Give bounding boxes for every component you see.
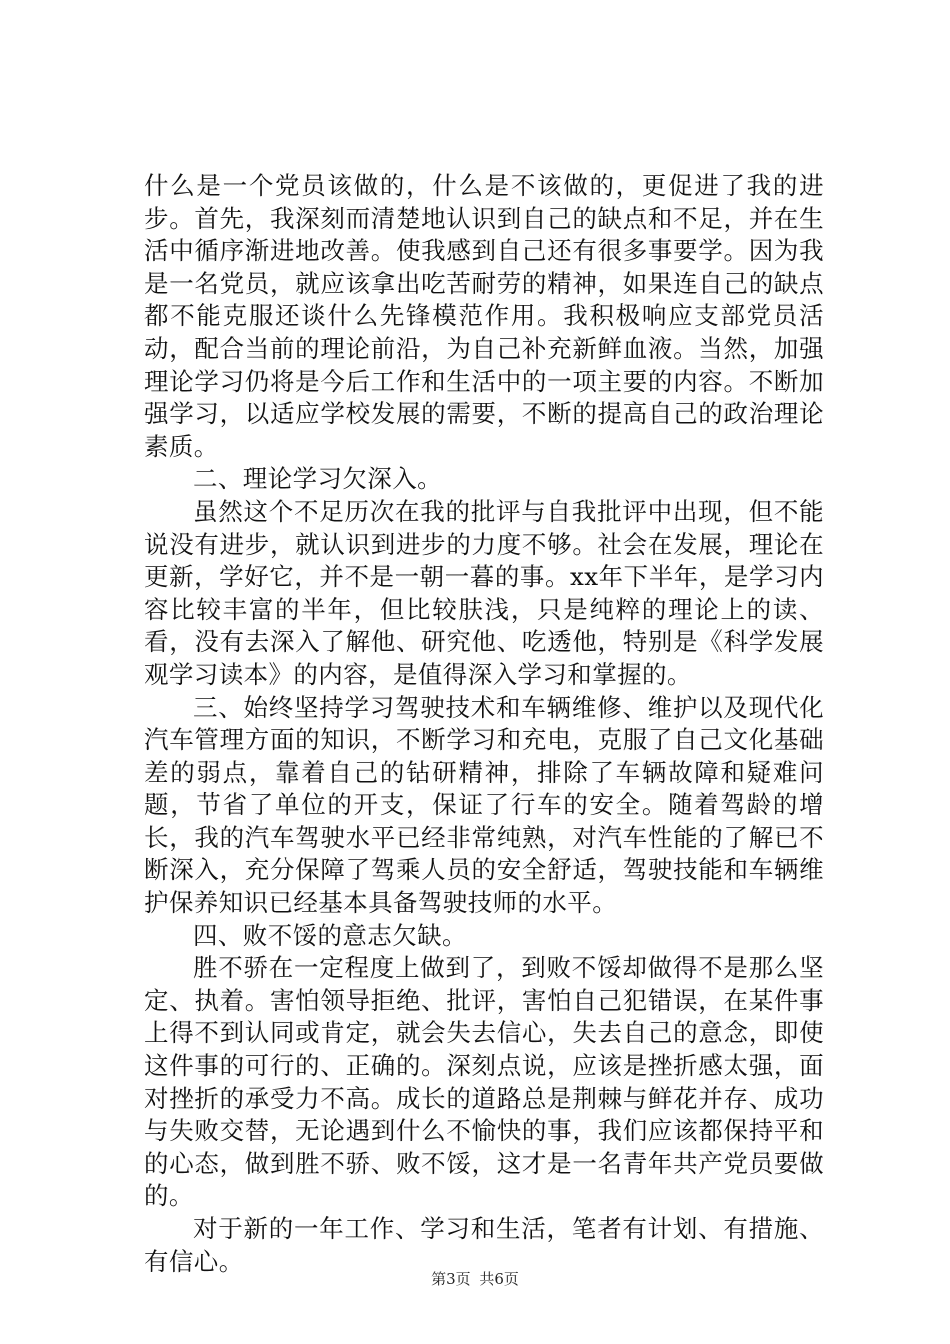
paragraph-2-heading: 二、理论学习欠深入。 bbox=[193, 464, 442, 494]
page-total: 共6页 bbox=[479, 1270, 519, 1288]
page-footer bbox=[0, 1268, 950, 1289]
page-number: 第3页 bbox=[431, 1270, 471, 1288]
paragraph-5-heading: 四、败不馁的意志欠缺。 bbox=[193, 920, 467, 950]
paragraph-1: 什么是一个党员该做的，什么是不该做的，更促进了我的进步。首先，我深刻而清楚地认识到自己的缺点和不足，并在生活中循序渐进地改善。使我感到自己还有很多事要学。因为我是一名党员，就应该拿出吃苦耐劳的精神，如果连自己的缺点都不能克服还谈什么先锋模范作用。我积极响应支部党员活动，配合当前的理论前沿，为自己补充新鲜血液。当然，加强理论学习仍将是今后工作和生活中的一项主要的内容。不断加强学习，以适应学校发展的需要，不断的提高自己的政治理论素质。 bbox=[144, 171, 824, 461]
document-body bbox=[144, 170, 824, 1278]
paragraph-6: 胜不骄在一定程度上做到了，到败不馁却做得不是那么坚定、执着。害怕领导拒绝、批评，害怕自己犯错误，在某件事上得不到认同或肯定，就会失去信心，失去自己的意念，即使这件事的可行的、正确的。深刻点说，应该是挫折感太强，面对挫折的承受力不高。成长的道路总是荆棘与鲜花并存、成功与失败交替，无论遇到什么不愉快的事，我们应该都保持平和的心态，做到胜不骄、败不馁，这才是一名青年共产党员要做的。 bbox=[144, 953, 824, 1211]
paragraph-7: 对于新的一年工作、学习和生活，笔者有计划、有措施、有信心。 bbox=[144, 1214, 824, 1276]
paragraph-3: 虽然这个不足历次在我的批评与自我批评中出现，但不能说没有进步，就认识到进步的力度不够。社会在发展，理论在更新，学好它，并不是一朝一暮的事。xx年下半年，是学习内容比较丰富的半年，但比较肤浅，只是纯粹的理论上的读、看，没有去深入了解他、研究他、吃透他，特别是《科学发展观学习读本》的内容，是值得深入学习和掌握的。 bbox=[144, 496, 824, 689]
paragraph-4: 三、始终坚持学习驾驶技术和车辆维修、维护以及现代化汽车管理方面的知识，不断学习和充电，克服了自己文化基础差的弱点，靠着自己的钻研精神，排除了车辆故障和疑难问题，节省了单位的开支，保证了行车的安全。随着驾龄的增长，我的汽车驾驶水平已经非常纯熟，对汽车性能的了解已不断深入，充分保障了驾乘人员的安全舒适，驾驶技能和车辆维护保养知识已经基本具备驾驶技师的水平。 bbox=[144, 692, 824, 918]
